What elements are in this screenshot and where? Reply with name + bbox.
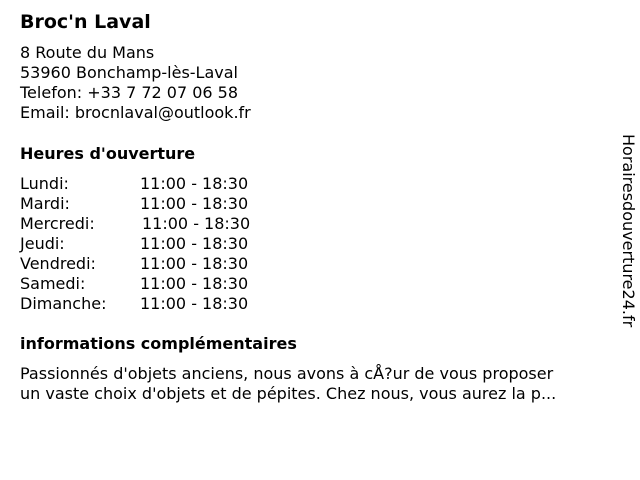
day-label: Samedi: (20, 274, 86, 293)
hours-row-friday (20, 254, 250, 274)
time-range: 11:00 - 18:30 (140, 234, 249, 253)
time-range: 11:00 - 18:30 (140, 254, 249, 273)
description-text (20, 364, 620, 404)
hours-row-wednesday (20, 214, 250, 234)
hours-row-tuesday (20, 194, 250, 214)
hours-row-monday (20, 174, 250, 194)
description-line-1: Passionnés d'objets anciens, nous avons à cÅ?ur de vous proposer (20, 364, 554, 383)
address-street: 8 Route du Mans (20, 43, 155, 62)
hours-row-thursday (20, 234, 250, 254)
watermark: Horairesdouverture24.fr (619, 134, 638, 328)
info-heading: informations complémentaires (20, 334, 297, 353)
hours-row-saturday (20, 274, 250, 294)
opening-hours-list (20, 174, 250, 314)
business-name: Broc'n Laval (20, 11, 151, 33)
phone-number: Telefon: +33 7 72 07 06 58 (20, 83, 239, 102)
day-label: Dimanche: (20, 294, 107, 313)
day-label: Lundi: (20, 174, 69, 193)
time-range: 11:00 - 18:30 (142, 214, 251, 233)
hours-row-sunday (20, 294, 250, 314)
day-label: Mardi: (20, 194, 70, 213)
time-range: 11:00 - 18:30 (140, 274, 249, 293)
email-address: Email: brocnlaval@outlook.fr (20, 103, 251, 122)
day-label: Jeudi: (20, 234, 65, 253)
time-range: 11:00 - 18:30 (140, 174, 249, 193)
hours-heading: Heures d'ouverture (20, 144, 196, 163)
day-label: Mercredi: (20, 214, 95, 233)
address-city: 53960 Bonchamp-lès-Laval (20, 63, 238, 82)
description-line-2: un vaste choix d'objets et de pépites. Chez nous, vous aurez la p... (20, 384, 557, 403)
time-range: 11:00 - 18:30 (140, 194, 249, 213)
day-label: Vendredi: (20, 254, 96, 273)
contact-block (20, 43, 251, 123)
time-range: 11:00 - 18:30 (140, 294, 249, 313)
